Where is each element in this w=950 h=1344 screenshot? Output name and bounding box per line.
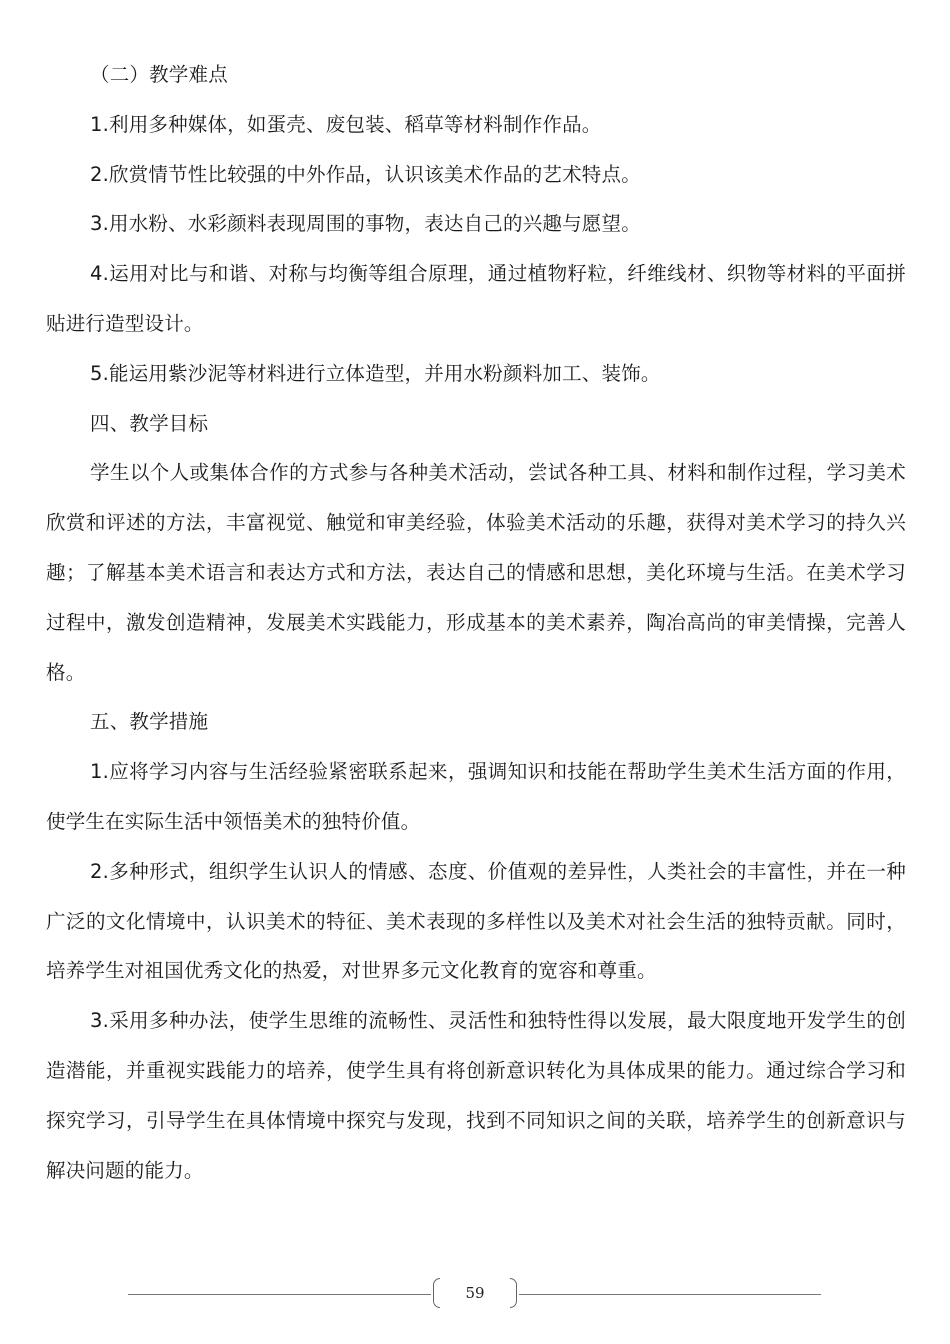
footer-rule-right <box>519 1294 821 1295</box>
page-number: 59 <box>465 1284 485 1302</box>
right-bracket-icon <box>510 1278 517 1308</box>
left-bracket-icon <box>433 1278 440 1308</box>
difficulty-item-5: 5.能运用紫沙泥等材料进行立体造型，并用水粉颜料加工、装饰。 <box>90 361 661 385</box>
document-body <box>46 50 906 1195</box>
difficulty-item-4: 4.运用对比与和谐、对称与均衡等组合原理，通过植物籽粒，纤维线材、织物等材料的平面拼贴进行造型设计。 <box>46 262 906 335</box>
measure-item-2: 2.多种形式，组织学生认识人的情感、态度、价值观的差异性，人类社会的丰富性，并在一种广泛的文化情境中，认识美术的特征、美术表现的多样性以及美术对社会生活的独特贡献。同时，培养学生对祖国优秀文化的热爱，对世界多元文化教育的宽容和尊重。 <box>46 859 906 983</box>
teaching-goals-paragraph: 学生以个人或集体合作的方式参与各种美术活动，尝试各种工具、材料和制作过程，学习美术欣赏和评述的方法，丰富视觉、触觉和审美经验，体验美术活动的乐趣，获得对美术学习的持久兴趣；了解基本美术语言和表达方式和方法，表达自己的情感和思想，美化环境与生活。在美术学习过程中，激发创造精神，发展美术实践能力，形成基本的美术素养，陶冶高尚的审美情操，完善人格。 <box>46 461 906 684</box>
section-heading-teaching-goals: 四、教学目标 <box>90 411 209 435</box>
measure-item-3: 3.采用多种办法，使学生思维的流畅性、灵活性和独特性得以发展，最大限度地开发学生的创造潜能，并重视实践能力的培养，使学生具有将创新意识转化为具体成果的能力。通过综合学习和探究学习，引导学生在具体情境中探究与发现，找到不同知识之间的关联，培养学生的创新意识与解决问题的能力。 <box>46 1009 906 1182</box>
measure-item-1: 1.应将学习内容与生活经验紧密联系起来，强调知识和技能在帮助学生美术生活方面的作用，使学生在实际生活中领悟美术的独特价值。 <box>46 760 906 833</box>
section-heading-teaching-difficulties: （二）教学难点 <box>90 63 228 86</box>
section-heading-teaching-measures: 五、教学措施 <box>90 710 209 734</box>
page-footer <box>0 1276 950 1312</box>
difficulty-item-2: 2.欣赏情节性比较强的中外作品，认识该美术作品的艺术特点。 <box>90 162 641 186</box>
difficulty-item-1: 1.利用多种媒体，如蛋壳、废包装、稻草等材料制作作品。 <box>90 112 602 136</box>
footer-rule-left <box>128 1294 431 1295</box>
difficulty-item-3: 3.用水粉、水彩颜料表现周围的事物，表达自己的兴趣与愿望。 <box>90 212 641 236</box>
